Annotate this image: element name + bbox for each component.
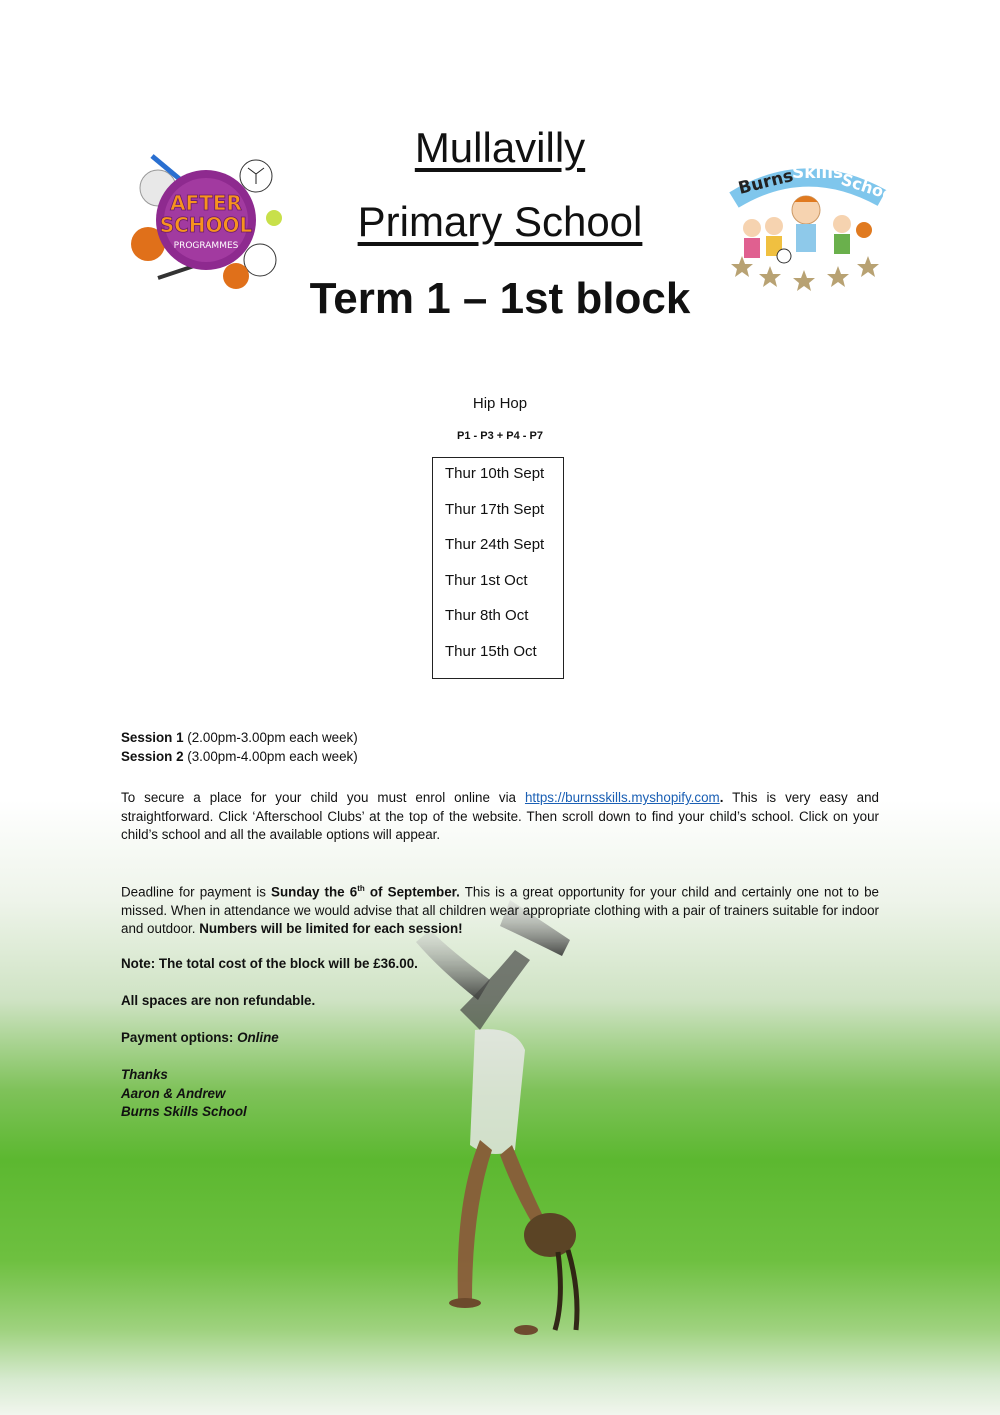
svg-text:AFTER: AFTER	[170, 191, 242, 215]
signoff-org: Burns Skills School	[121, 1104, 247, 1119]
signoff-names: Aaron & Andrew	[121, 1085, 226, 1101]
year-groups: P1 - P3 + P4 - P7	[457, 430, 543, 442]
svg-text:PROGRAMMES: PROGRAMMES	[173, 241, 239, 251]
date-item: Thur 24th Sept	[445, 536, 545, 553]
hip-hop-dancer-image	[340, 860, 640, 1400]
date-item: Thur 10th Sept	[445, 465, 545, 482]
payment-options: Payment options: Online	[121, 1030, 279, 1045]
shop-link[interactable]: https://burnsskills.myshopify.com	[524, 790, 720, 805]
deadline-paragraph: Deadline for payment is Sunday the 6th of September. This is a great opportunity for your child and certainly one not to be missed. When in attendance we would advise that all children wear appropriate clothing with a pair of trainers suitable for indoor and outdoor. Numbers will be limited for each session!	[121, 884, 879, 937]
session-times	[121, 729, 879, 766]
svg-text:School: School	[838, 169, 902, 207]
thanks-text: Thanks	[121, 1067, 168, 1082]
svg-text:Skills: Skills	[792, 163, 844, 183]
svg-text:Burns: Burns	[736, 165, 796, 199]
burns-skills-school-logo	[722, 158, 902, 292]
term-title: Term 1 – 1st block	[309, 274, 691, 323]
date-item: Thur 15th Oct	[445, 642, 537, 660]
dates-box	[432, 457, 564, 679]
session-2: Session 2 (3.00pm-4.00pm each week)	[121, 748, 358, 764]
date-item: Thur 17th Sept	[445, 500, 545, 518]
session-1: Session 1 (2.00pm-3.00pm each week)	[121, 730, 358, 745]
date-item: Thur 8th Oct	[445, 607, 529, 624]
activity-name: Hip Hop	[472, 395, 528, 412]
date-item: Thur 1st Oct	[445, 571, 528, 589]
school-name-line2: Primary School	[357, 198, 643, 245]
enrol-instructions: To secure a place for your child you must enrol online via https://burnsskills.myshopify.com. This is very easy and straightforward. Click ‘Afterschool Clubs’ at the top of the website. Then scroll down to find your child’s school. Click on your child’s school and all the available options will appear.	[121, 790, 879, 842]
cost-note: Note: The total cost of the block will be £36.00.	[121, 956, 418, 971]
school-name-line1: Mullavilly	[414, 124, 586, 171]
refund-policy: All spaces are non refundable.	[121, 993, 316, 1008]
signoff	[121, 1066, 879, 1122]
svg-text:SCHOOL: SCHOOL	[159, 213, 253, 237]
